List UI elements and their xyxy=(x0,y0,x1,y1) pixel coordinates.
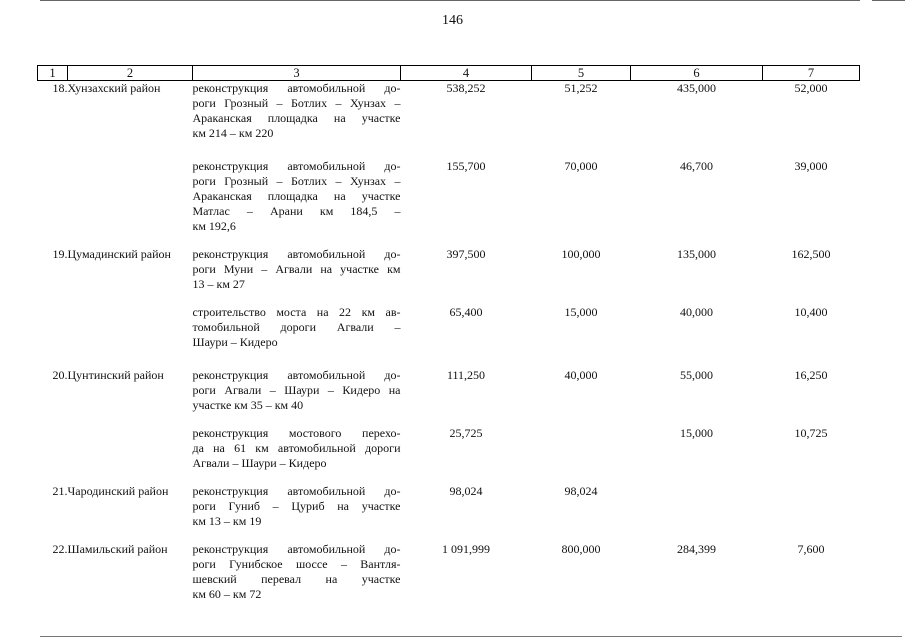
row-spacer xyxy=(38,413,860,426)
district-name xyxy=(68,426,193,471)
district-name: Хунзахский район xyxy=(67,81,161,95)
project-description xyxy=(193,426,401,471)
description-line: реконструкция автомобильной до- xyxy=(192,159,401,173)
value-total: 1 091,999 xyxy=(442,542,490,556)
description-line: роги Муни – Агвали на участке км xyxy=(192,262,401,276)
table-row xyxy=(38,81,860,142)
district-name: Цумадинский район xyxy=(67,247,171,261)
row-number xyxy=(38,305,68,350)
description-line: участке км 35 – км 40 xyxy=(192,398,304,412)
row-number: 21. xyxy=(52,484,68,498)
row-number: 19. xyxy=(52,247,68,261)
table-row xyxy=(38,484,860,529)
project-description xyxy=(193,368,401,413)
value-col-6: 46,700 xyxy=(680,159,713,173)
column-header: 3 xyxy=(193,66,401,81)
description-line: реконструкция автомобильной до- xyxy=(192,368,401,382)
description-line: реконструкция автомобильной до- xyxy=(192,247,401,261)
table-header-row xyxy=(38,66,860,81)
table-row xyxy=(38,542,860,602)
value-col-7: 162,500 xyxy=(791,247,831,261)
value-col-5: 100,000 xyxy=(561,247,601,261)
project-description xyxy=(193,81,401,142)
district-name: Цунтинский район xyxy=(67,368,164,382)
description-line: Матлас – Арани км 184,5 – xyxy=(192,204,401,218)
column-header: 1 xyxy=(38,66,68,81)
value-col-6: 15,000 xyxy=(680,426,713,440)
value-col-7: 39,000 xyxy=(794,159,828,173)
value-col-5: 800,000 xyxy=(561,542,601,556)
row-number xyxy=(38,159,68,234)
value-col-7: 10,400 xyxy=(794,305,828,319)
value-total: 111,250 xyxy=(446,368,486,382)
description-line: томобильной дороги Агвали – xyxy=(192,320,401,334)
table-row xyxy=(38,368,860,413)
description-line: роги Гунибское шоссе – Вантля- xyxy=(192,557,401,571)
project-description xyxy=(193,305,401,350)
value-col-7 xyxy=(763,484,860,529)
value-col-6 xyxy=(631,484,763,529)
project-description xyxy=(193,247,401,292)
project-description xyxy=(193,484,401,529)
description-line: Араканская площадка на участке xyxy=(192,111,401,125)
row-spacer xyxy=(38,292,860,305)
column-header: 6 xyxy=(631,66,763,81)
column-header: 2 xyxy=(68,66,193,81)
table-row xyxy=(38,426,860,471)
description-line: км 192,6 xyxy=(192,219,236,233)
value-total: 25,725 xyxy=(449,426,483,440)
value-total: 397,500 xyxy=(446,247,486,261)
district-name xyxy=(68,159,193,234)
scan-edge-bottom xyxy=(40,636,902,637)
row-spacer xyxy=(38,471,860,484)
project-description xyxy=(193,542,401,602)
description-line: роги Агвали – Шаури – Кидеро на xyxy=(192,383,401,397)
spacer-cell xyxy=(38,292,860,305)
description-line: Араканская площадка на участке xyxy=(192,189,401,203)
row-spacer xyxy=(38,234,860,247)
description-line: Агвали – Шаури – Кидеро xyxy=(192,456,327,470)
value-col-5: 98,024 xyxy=(564,484,598,498)
description-line: реконструкция автомобильной до- xyxy=(192,542,401,556)
row-number xyxy=(38,426,68,471)
row-number: 22. xyxy=(52,542,68,556)
value-col-6: 284,399 xyxy=(677,542,716,556)
value-total: 98,024 xyxy=(449,484,483,498)
value-col-7: 52,000 xyxy=(794,81,828,95)
description-line: Шаури – Кидеро xyxy=(192,335,278,349)
table-body xyxy=(38,81,860,603)
program-table xyxy=(37,65,860,602)
value-col-7: 16,250 xyxy=(794,368,828,382)
row-spacer xyxy=(38,529,860,542)
value-total: 155,700 xyxy=(446,159,486,173)
district-name: Шамильский район xyxy=(67,542,168,556)
description-line: роги Грозный – Ботлих – Хунзах – xyxy=(192,96,401,110)
value-col-7: 7,600 xyxy=(797,542,825,556)
value-col-6: 435,000 xyxy=(677,81,716,95)
description-line: да на 61 км автомобильной дороги xyxy=(192,441,401,455)
row-spacer xyxy=(38,141,860,159)
table-row xyxy=(38,247,860,292)
value-col-7: 10,725 xyxy=(794,426,828,440)
description-line: роги Грозный – Ботлих – Хунзах – xyxy=(192,174,401,188)
description-line: реконструкция автомобильной до- xyxy=(192,81,401,95)
value-col-6: 55,000 xyxy=(680,368,713,382)
description-line: реконструкция автомобильной до- xyxy=(192,484,401,498)
project-description xyxy=(193,159,401,234)
spacer-cell xyxy=(38,471,860,484)
column-header: 7 xyxy=(763,66,860,81)
description-line: 13 – км 27 xyxy=(192,277,245,291)
row-number: 18. xyxy=(52,81,68,95)
page-number: 146 xyxy=(442,13,463,28)
scan-edge-top xyxy=(40,0,860,1)
spacer-cell xyxy=(38,413,860,426)
column-header: 5 xyxy=(532,66,631,81)
value-col-6: 135,000 xyxy=(677,247,716,261)
value-col-5: 70,000 xyxy=(564,159,598,173)
scan-edge-top-right xyxy=(872,0,905,1)
spacer-cell xyxy=(38,234,860,247)
row-number: 20. xyxy=(52,368,68,382)
spacer-cell xyxy=(38,529,860,542)
value-col-5: 40,000 xyxy=(564,368,598,382)
value-col-5 xyxy=(532,426,631,471)
spacer-cell xyxy=(38,350,860,368)
value-col-6: 40,000 xyxy=(680,305,713,319)
value-col-5: 51,252 xyxy=(564,81,598,95)
spacer-cell xyxy=(38,141,860,159)
row-spacer xyxy=(38,350,860,368)
description-line: роги Гуниб – Цуриб на участке xyxy=(192,499,401,513)
value-total: 65,400 xyxy=(449,305,483,319)
column-header: 4 xyxy=(401,66,532,81)
table-row xyxy=(38,159,860,234)
description-line: реконструкция мостового перехо- xyxy=(192,426,401,440)
description-line: строительство моста на 22 км ав- xyxy=(192,305,401,319)
value-col-5: 15,000 xyxy=(564,305,598,319)
value-total: 538,252 xyxy=(446,81,486,95)
district-name: Чародинский район xyxy=(67,484,169,498)
table-row xyxy=(38,305,860,350)
description-line: км 13 – км 19 xyxy=(192,514,262,528)
description-line: шевский перевал на участке xyxy=(192,572,401,586)
description-line: км 60 – км 72 xyxy=(192,587,262,601)
description-line: км 214 – км 220 xyxy=(192,126,274,140)
district-name xyxy=(68,305,193,350)
